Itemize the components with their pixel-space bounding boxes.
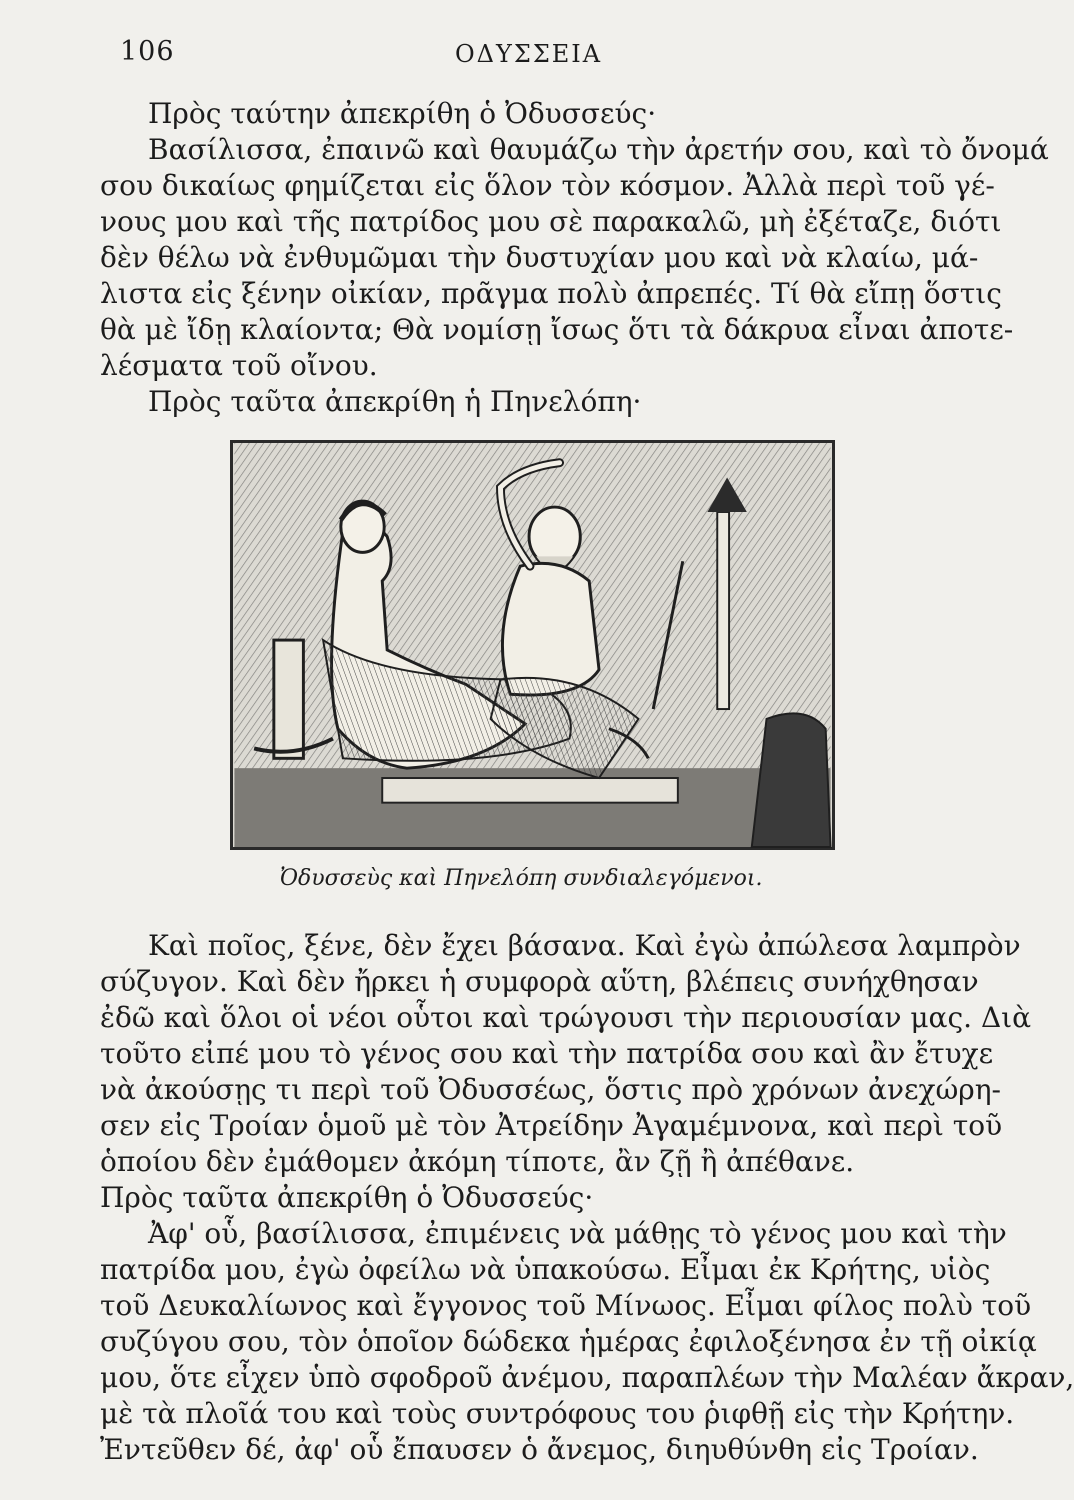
text-line: μου, ὅτε εἶχεν ὑπὸ σφοδροῦ ἀνέμου, παραπλέων τὴν Μαλέαν ἄκραν, <box>100 1361 1074 1394</box>
text-line: μὲ τὰ πλοῖά του καὶ τοὺς συντρόφους του ῥιφθῇ εἰς τὴν Κρήτην. <box>100 1397 1015 1430</box>
text-line: Ἐντεῦθεν δέ, ἀφ' οὗ ἔπαυσεν ὁ ἄνεμος, διηυθύνθη εἰς Τροίαν. <box>100 1433 979 1466</box>
text-line: ὁποίου δὲν ἐμάθομεν ἀκόμη τίποτε, ἂν ζῇ ἢ ἀπέθανε. <box>100 1145 855 1178</box>
text-line: Ἀφ' οὗ, βασίλισσα, ἐπιμένεις νὰ μάθῃς τὸ γένος μου καὶ τὴν <box>148 1217 1007 1250</box>
text-line: σου δικαίως φημίζεται εἰς ὅλον τὸν κόσμον. Ἀλλὰ περὶ τοῦ γέ- <box>100 169 995 202</box>
engraving-drawing <box>233 443 832 847</box>
text-line: πατρίδα μου, ἐγὼ ὀφείλω νὰ ὑπακούσω. Εἶμαι ἐκ Κρήτης, υἱὸς <box>100 1253 991 1286</box>
text-line: δὲν θέλω νὰ ἐνθυμῶμαι τὴν δυστυχίαν μου καὶ νὰ κλαίω, μά- <box>100 241 979 274</box>
text-line: Βασίλισσα, ἐπαινῶ καὶ θαυμάζω τὴν ἀρετήν σου, καὶ τὸ ὄνομά <box>148 133 1049 166</box>
text-line: νους μου καὶ τῆς πατρίδος μου σὲ παρακαλῶ, μὴ ἐξέταζε, διότι <box>100 205 1002 238</box>
text-line: Πρὸς ταῦτα ἀπεκρίθη ὁ Ὀδυσσεύς· <box>100 1181 594 1214</box>
page-number: 106 <box>120 36 175 67</box>
running-title: ΟΔΥΣΣΕΙΑ <box>455 40 603 68</box>
text-line: τοῦ Δευκαλίωνος καὶ ἔγγονος τοῦ Μίνωος. Εἶμαι φίλος πολὺ τοῦ <box>100 1289 1032 1322</box>
text-line: θὰ μὲ ἴδῃ κλαίοντα; Θὰ νομίσῃ ἴσως ὅτι τὰ δάκρυα εἶναι ἀποτε- <box>100 313 1014 346</box>
text-line: Πρὸς ταύτην ἀπεκρίθη ὁ Ὀδυσσεύς· <box>148 97 657 130</box>
engraving-illustration <box>230 440 835 850</box>
text-line: νὰ ἀκούσῃς τι περὶ τοῦ Ὀδυσσέως, ὅστις πρὸ χρόνων ἀνεχώρη- <box>100 1073 1001 1106</box>
text-line: σεν εἰς Τροίαν ὁμοῦ μὲ τὸν Ἀτρείδην Ἀγαμέμνονα, καὶ περὶ τοῦ <box>100 1109 1003 1142</box>
text-line: τοῦτο εἰπέ μου τὸ γένος σου καὶ τὴν πατρίδα σου καὶ ἂν ἔτυχε <box>100 1037 994 1070</box>
figure-caption: Ὀδυσσεὺς καὶ Πηνελόπη συνδιαλεγόμενοι. <box>280 866 763 891</box>
text-block-top <box>100 96 1049 420</box>
text-block-bottom <box>100 928 1074 1468</box>
text-line: σύζυγον. Καὶ δὲν ἤρκει ἡ συμφορὰ αὕτη, βλέπεις συνήχθησαν <box>100 965 979 998</box>
text-line: λιστα εἰς ξένην οἰκίαν, πρᾶγμα πολὺ ἀπρεπές. Τί θὰ εἴπῃ ὅστις <box>100 277 1002 310</box>
text-line: Πρὸς ταῦτα ἀπεκρίθη ἡ Πηνελόπη· <box>148 385 642 418</box>
text-line: λέσματα τοῦ οἴνου. <box>100 349 378 382</box>
text-line: Καὶ ποῖος, ξένε, δὲν ἔχει βάσανα. Καὶ ἐγὼ ἀπώλεσα λαμπρὸν <box>148 929 1021 962</box>
text-line: ἐδῶ καὶ ὅλοι οἱ νέοι οὗτοι καὶ τρώγουσι τὴν περιουσίαν μας. Διὰ <box>100 1001 1032 1034</box>
text-line: συζύγου σου, τὸν ὁποῖον δώδεκα ἡμέρας ἐφιλοξένησα ἐν τῇ οἰκίᾳ <box>100 1325 1037 1358</box>
page-header <box>120 36 840 76</box>
